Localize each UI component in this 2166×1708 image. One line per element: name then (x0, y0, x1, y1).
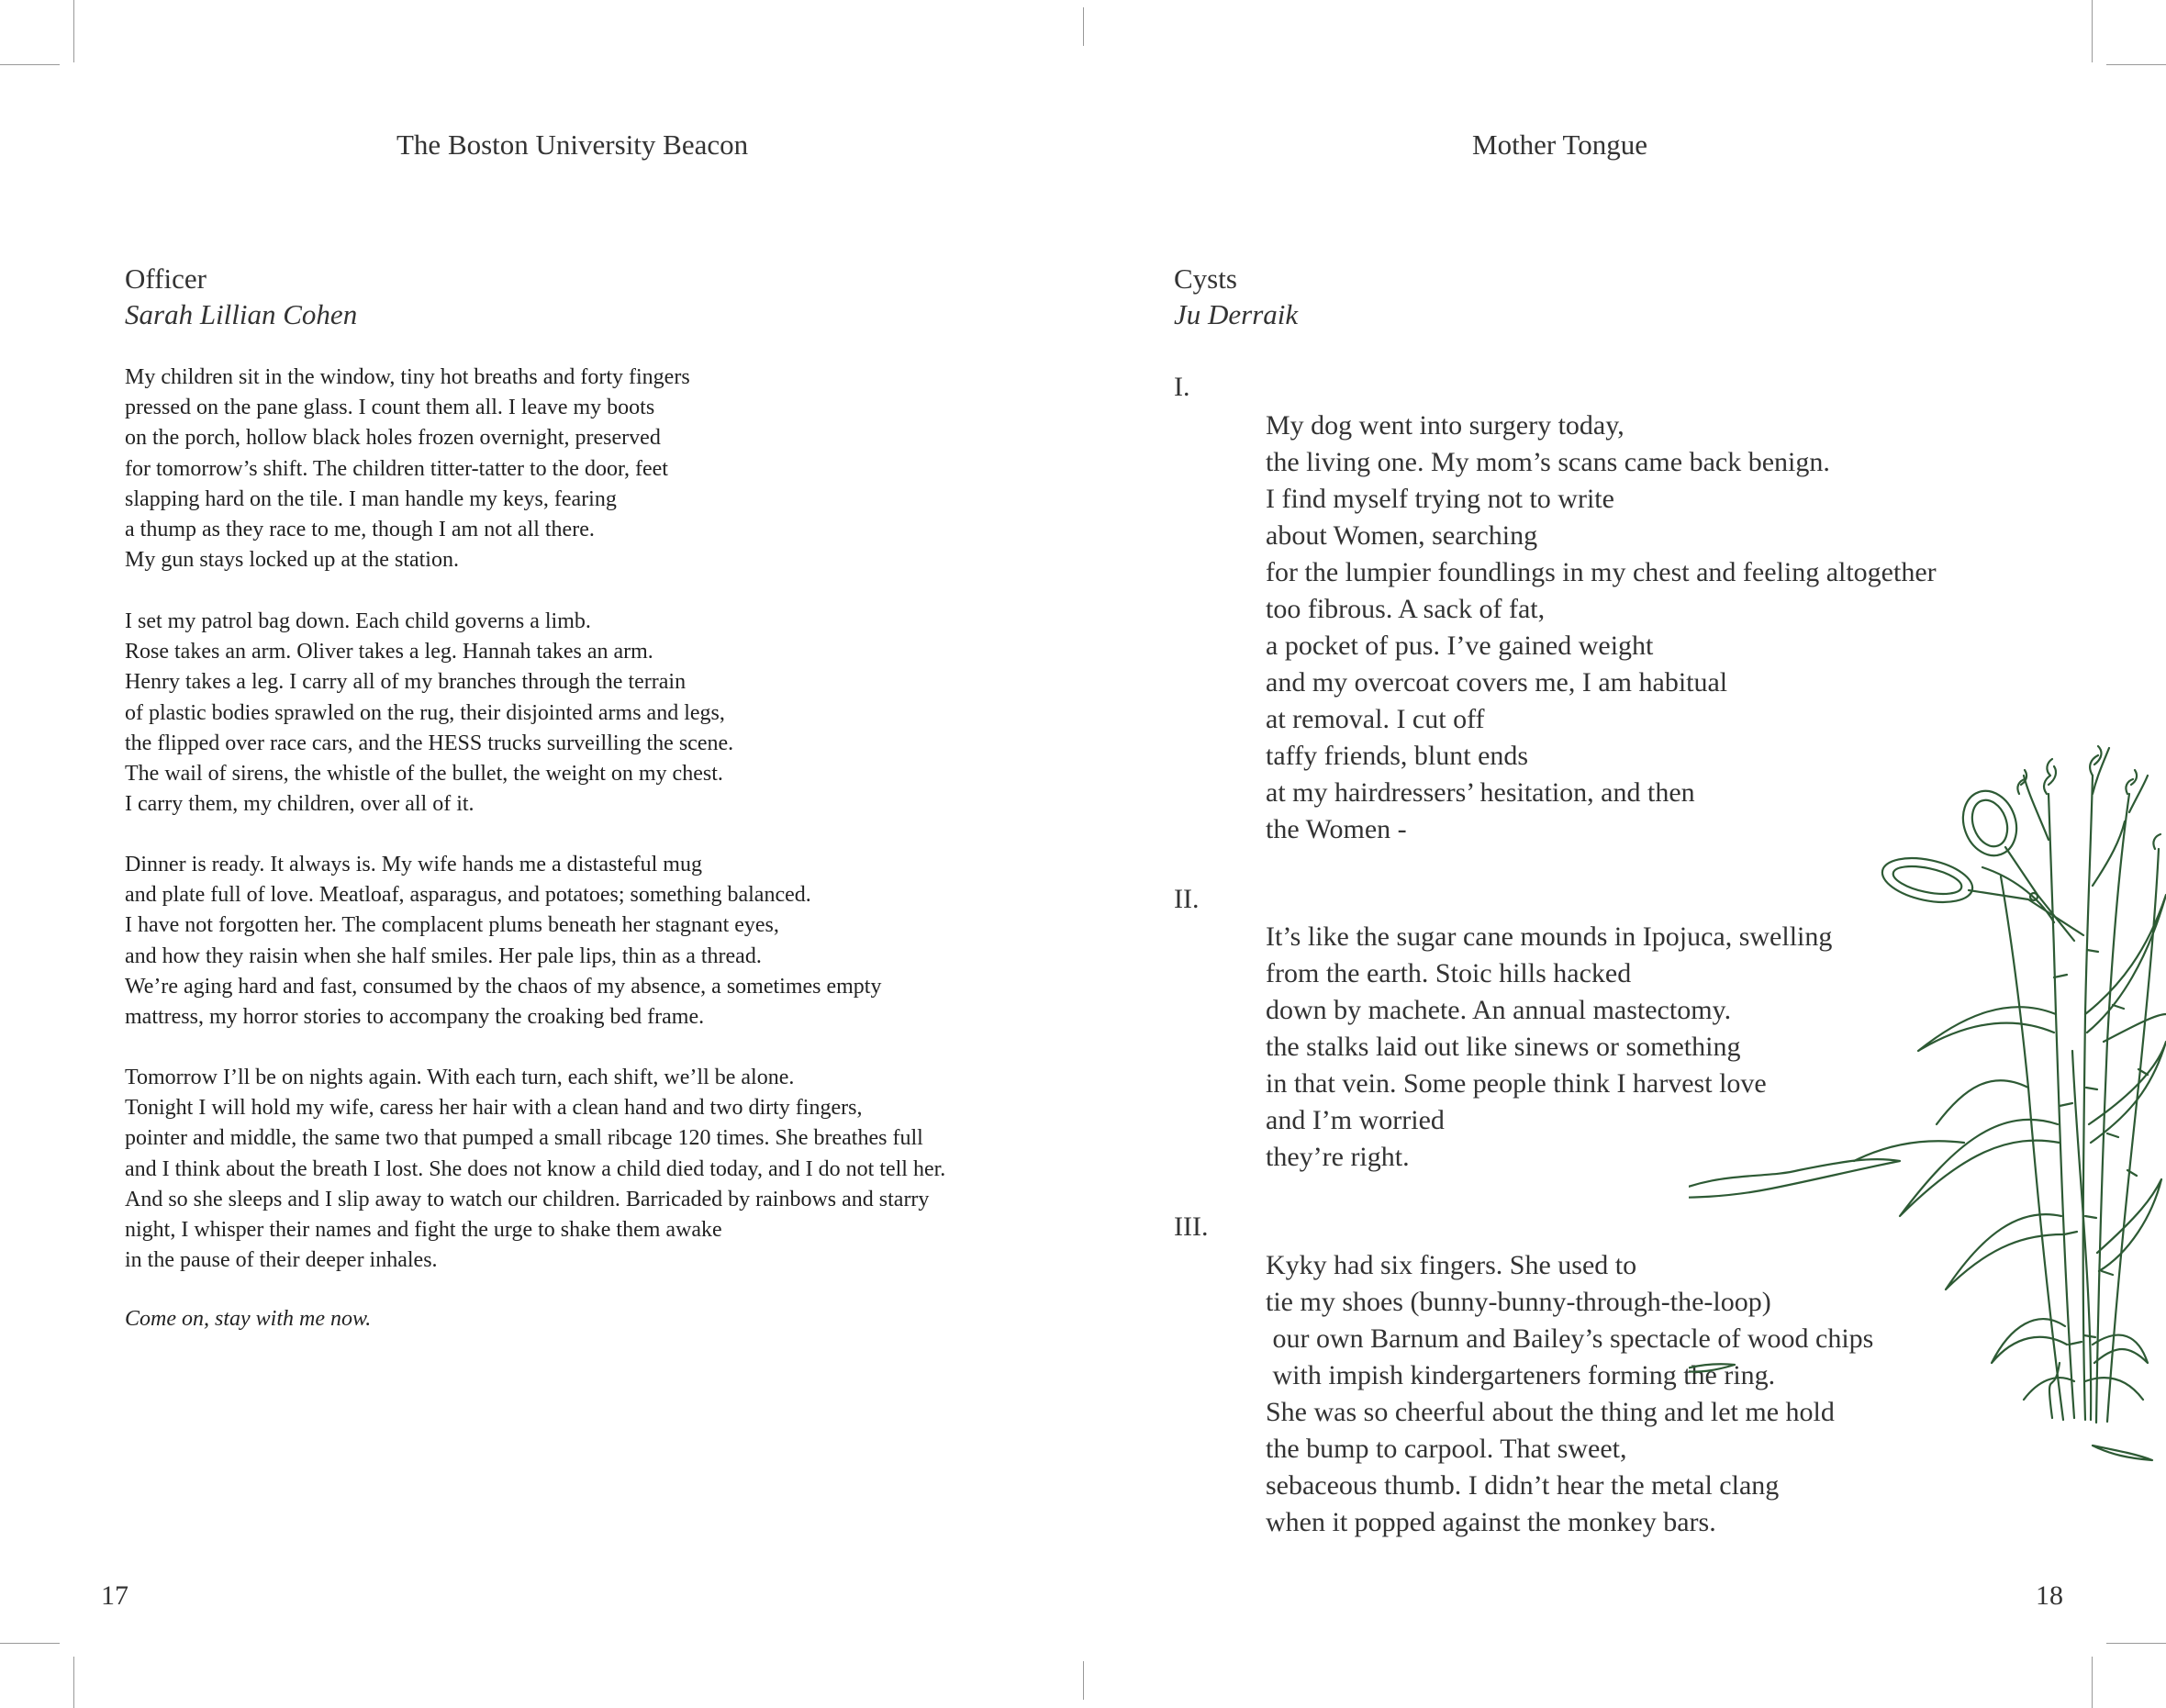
poem-line: from the earth. Stoic hills hacked (1266, 958, 1632, 988)
poem-line: mattress, my horror stories to accompany the croaking bed frame. (125, 1005, 705, 1030)
sugarcane-scissors-illustration (1689, 739, 2166, 1473)
poem-line: I carry them, my children, over all of it. (125, 792, 475, 817)
running-head: The Boston University Beacon (396, 128, 749, 161)
poem-line: night, I whisper their names and fight the urge to shake them awake (125, 1218, 722, 1243)
stanza-3 (125, 850, 881, 1033)
page-number: 18 (2036, 1580, 2063, 1611)
poem-line: the flipped over race cars, and the HESS trucks surveilling the scene. (125, 731, 734, 755)
running-head: Mother Tongue (1472, 128, 1647, 161)
poem-line: the stalks laid out like sinews or something (1266, 1032, 1741, 1062)
poem-line: they’re right. (1266, 1142, 1410, 1172)
sugarcane-leaves (1900, 748, 2166, 1400)
right-page (1083, 0, 2166, 1708)
poem-line: on the porch, hollow black holes frozen overnight, preserved (125, 426, 661, 451)
poem-line: and how they raisin when she half smiles. Her pale lips, thin as a thread. (125, 943, 762, 968)
poem-line: Dinner is ready. It always is. My wife hands me a distasteful mug (125, 853, 702, 876)
poem-line: when it popped against the monkey bars. (1266, 1507, 1716, 1537)
poem-line: Tonight I will hold my wife, caress her hair with a clean hand and two dirty fingers, (125, 1096, 863, 1121)
poem-line: tie my shoes (bunny-bunny-through-the-loop) (1266, 1287, 1771, 1317)
poem-title: Officer (125, 262, 207, 295)
poem-line: We’re aging hard and fast, consumed by the chaos of my absence, a sometimes empty (125, 974, 882, 999)
poem-line: the living one. My mom’s scans came back benign. (1266, 447, 1830, 477)
poem-line: a thump as they race to me, though I am not all there. (125, 518, 595, 542)
poem-line: pointer and middle, the same two that pumped a small ribcage 120 times. She breathes full (125, 1126, 923, 1151)
section-numeral: I. (1174, 372, 1190, 402)
poem-line: I have not forgotten her. The complacent plums beneath her stagnant eyes, (125, 913, 779, 938)
stanza-1 (125, 363, 690, 575)
poem-line: Henry takes a leg. I carry all of my branches through the terrain (125, 670, 687, 695)
poem-line: The wail of sirens, the whistle of the bullet, the weight on my chest. (125, 762, 723, 787)
poem-line: taffy friends, blunt ends (1266, 741, 1529, 771)
poem-line: a pocket of pus. I’ve gained weight (1266, 631, 1654, 661)
poem-line: about Women, searching (1266, 520, 1538, 551)
poem-line: My children sit in the window, tiny hot breaths and forty fingers (125, 365, 690, 389)
tassel-tops (2017, 746, 2160, 849)
poem-line: for the lumpier foundlings in my chest and feeling altogether (1266, 557, 1937, 587)
poem-line: pressed on the pane glass. I count them all. I leave my boots (125, 396, 655, 420)
poem-line: I set my patrol bag down. Each child governs a limb. (125, 609, 591, 633)
poem-line: in the pause of their deeper inhales. (125, 1248, 438, 1273)
sugarcane-stalks (2001, 776, 2159, 1423)
poem-line: in that vein. Some people think I harvest love (1266, 1068, 1767, 1099)
poem-author: Ju Derraik (1174, 298, 1299, 330)
poem-line: It’s like the sugar cane mounds in Ipojuca, swelling (1266, 921, 1833, 952)
section-numeral: III. (1174, 1211, 1209, 1242)
poem-line: of plastic bodies sprawled on the rug, their disjointed arms and legs, (125, 700, 725, 725)
page-number: 17 (101, 1580, 128, 1611)
poem-line: My dog went into surgery today, (1266, 410, 1624, 441)
poem-author: Sarah Lillian Cohen (125, 298, 358, 330)
poem-line: and plate full of love. Meatloaf, asparagus, and potatoes; something balanced. (125, 883, 811, 908)
poem-line: slapping hard on the tile. I man handle my keys, fearing (125, 486, 617, 511)
poem-line: sebaceous thumb. I didn’t hear the metal clang (1266, 1470, 1780, 1501)
poem-line: Tomorrow I’ll be on nights again. With each turn, each shift, we’ll be alone. (125, 1066, 795, 1089)
poem-line: She was so cheerful about the thing and let me hold (1266, 1397, 1835, 1427)
poem-line: Kyky had six fingers. She used to (1266, 1250, 1637, 1280)
poem-line: the bump to carpool. That sweet, (1266, 1434, 1627, 1464)
poem-line: for tomorrow’s shift. The children titter-tatter to the door, feet (125, 456, 668, 481)
poem-title: Cysts (1174, 262, 1237, 295)
poem-line: and I’m worried (1266, 1105, 1445, 1135)
stanza-4 (125, 1063, 945, 1276)
poem-line: I find myself trying not to write (1266, 484, 1614, 514)
poem-line: and my overcoat covers me, I am habitual (1266, 667, 1728, 698)
poem-line: the Women - (1266, 814, 1407, 844)
poem-line: down by machete. An annual mastectomy. (1266, 995, 1732, 1025)
section-numeral: II. (1174, 884, 1200, 914)
closing-line: Come on, stay with me now. (125, 1307, 372, 1331)
poem-line: My gun stays locked up at the station. (125, 548, 459, 573)
poem-line: our own Barnum and Bailey’s spectacle of wood chips (1266, 1323, 1874, 1354)
poem-line: and I think about the breath I lost. She does not know a child died today, and I do not tell her. (125, 1156, 946, 1181)
stanza-2 (125, 607, 733, 820)
poem-line: with impish kindergarteners forming the ring. (1266, 1360, 1776, 1390)
poem-line: at removal. I cut off (1266, 704, 1485, 734)
poem-line: Rose takes an arm. Oliver takes a leg. Hannah takes an arm. (125, 640, 653, 664)
poem-line: And so she sleeps and I slip away to watch our children. Barricaded by rainbows and starry (125, 1187, 930, 1211)
poem-line: at my hairdressers’ hesitation, and then (1266, 777, 1695, 808)
poem-line: too fibrous. A sack of fat, (1266, 594, 1546, 624)
